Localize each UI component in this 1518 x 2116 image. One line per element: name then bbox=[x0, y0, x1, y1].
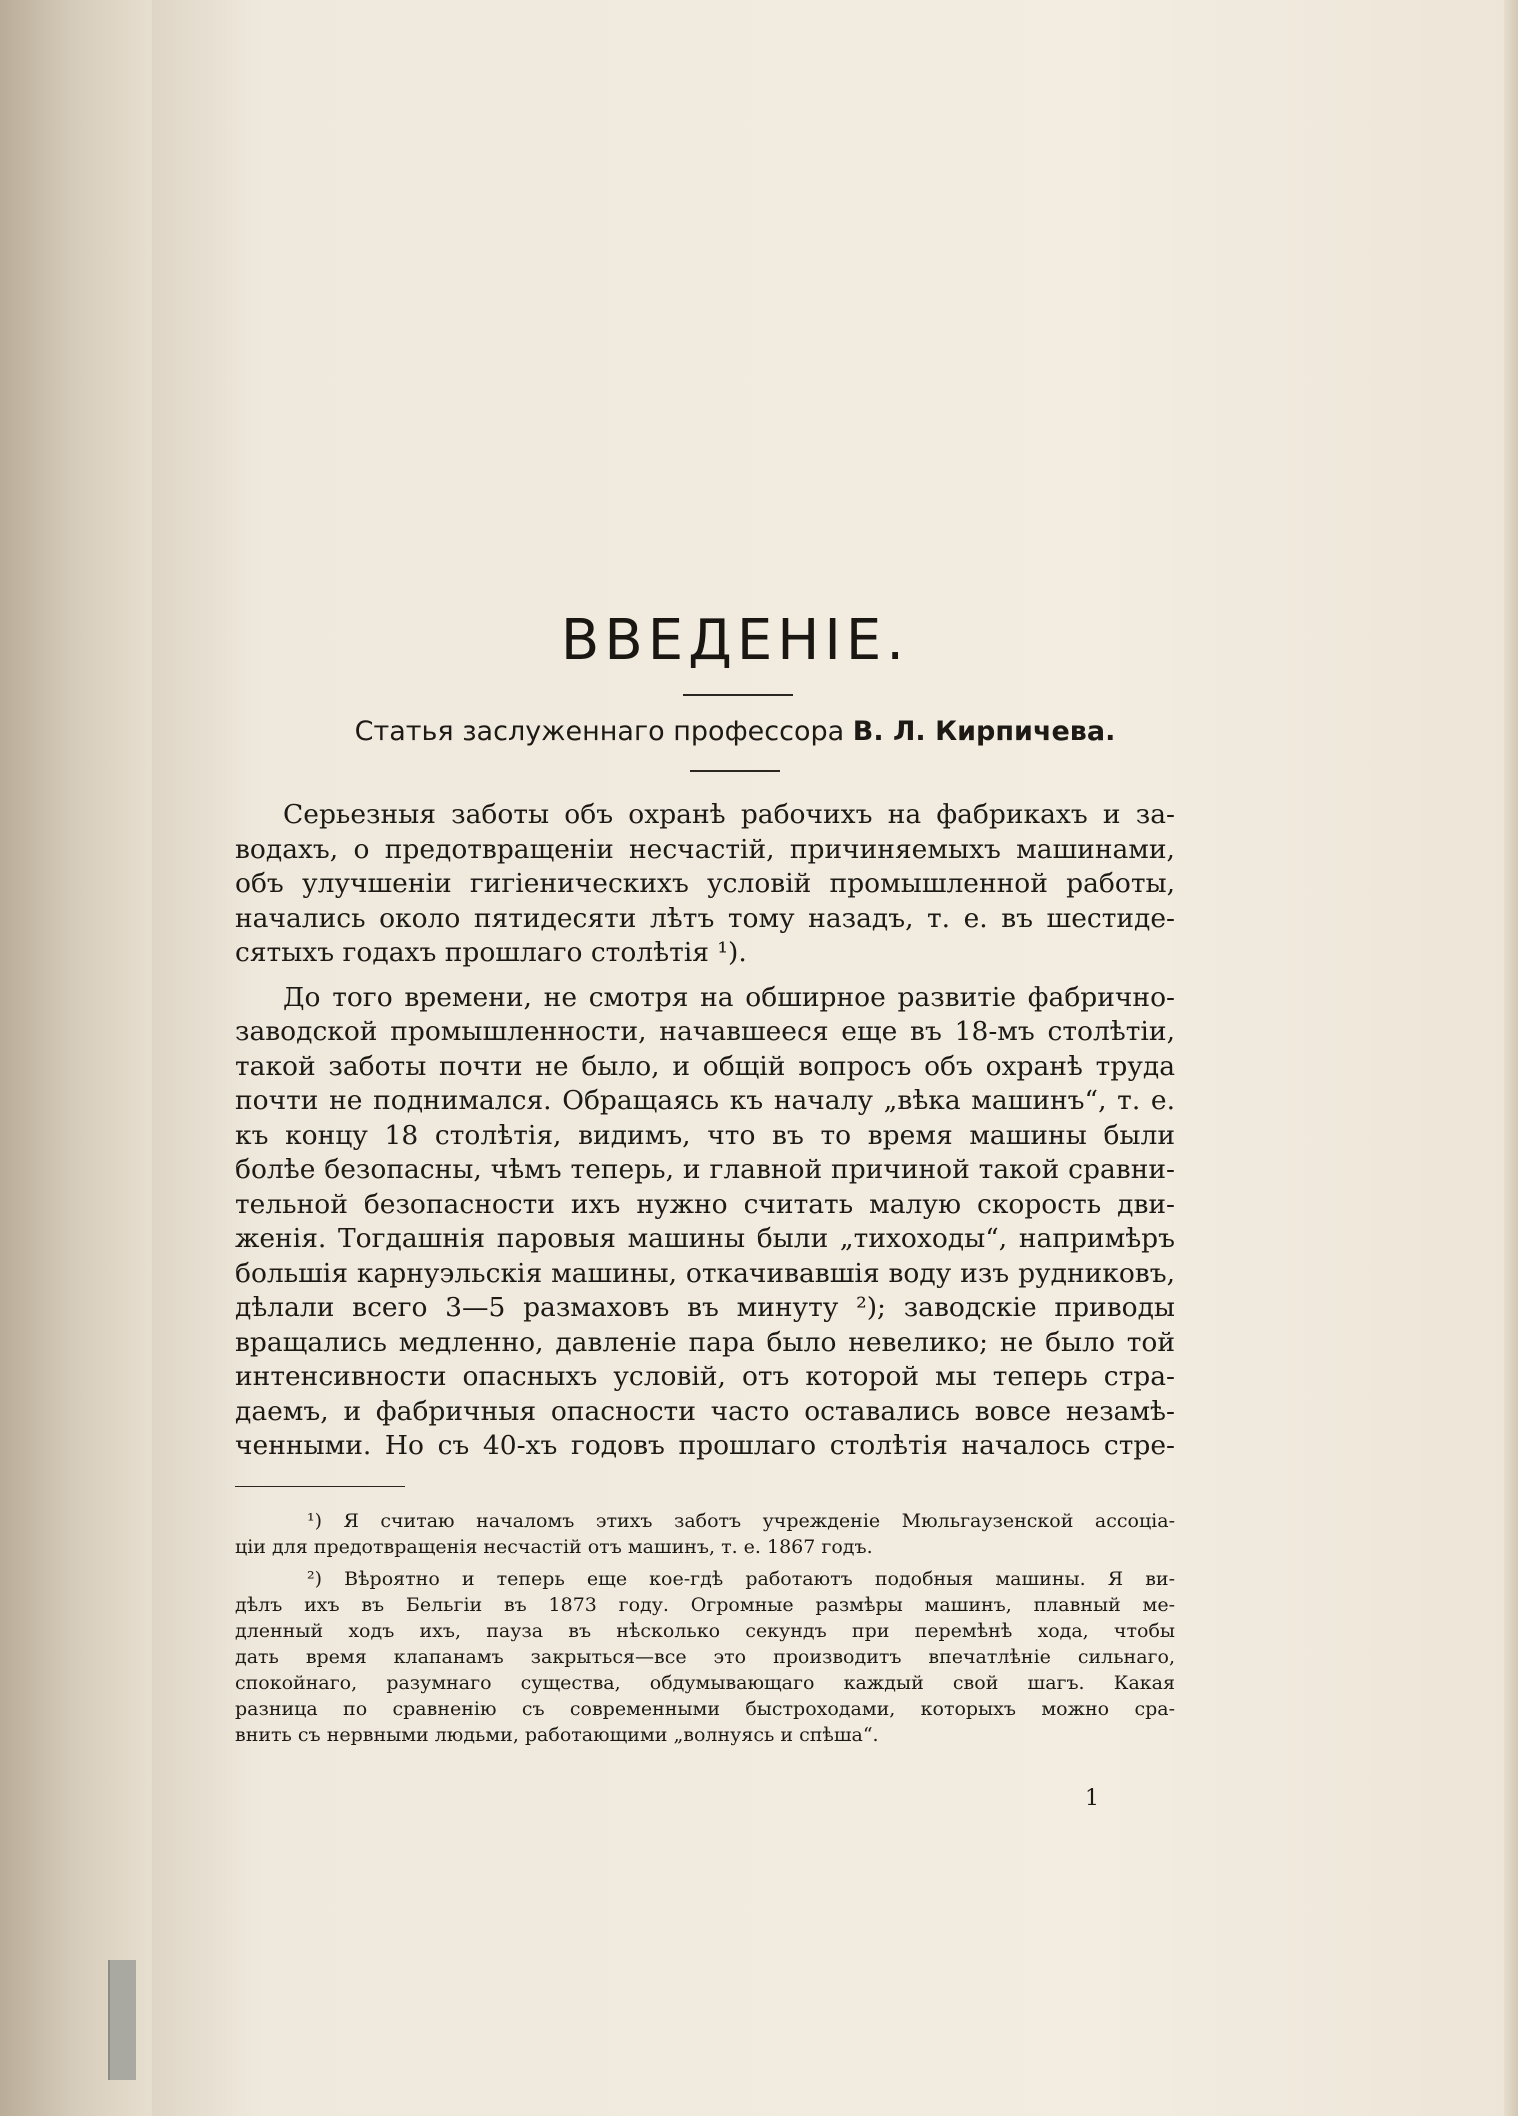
text-line: интенсивности опасныхъ условій, отъ которой мы теперь стра- bbox=[235, 1361, 1175, 1392]
text-line: къ концу 18 столѣтія, видимъ, что въ то время машины были bbox=[235, 1119, 1175, 1151]
text-line: водахъ, о предотвращеніи несчастій, причиняемыхъ машинами, bbox=[235, 833, 1175, 865]
footnote-line: спокойнаго, разумнаго существа, обдумывающаго каждый свой шагъ. Какая bbox=[235, 1672, 1175, 1694]
text-line: вращались медленно, давленіе пара было невелико; не было той bbox=[235, 1326, 1175, 1358]
footnotes bbox=[235, 1508, 1175, 1754]
page-content bbox=[235, 0, 1235, 2116]
subtitle-author: В. Л. Кирпичева. bbox=[852, 716, 1116, 747]
text-line: объ улучшеніи гигіеническихъ условій промышленной работы, bbox=[235, 868, 1175, 899]
footnote-line: ціи для предотвращенія несчастій отъ машинъ, т. е. 1867 годъ. bbox=[235, 1536, 873, 1558]
paragraph-2 bbox=[235, 981, 1175, 1464]
chapter-title: ВВЕДЕНІЕ. bbox=[560, 608, 910, 673]
title-rule bbox=[683, 694, 793, 696]
subtitle-rule bbox=[690, 770, 780, 772]
body-text bbox=[235, 798, 1175, 1464]
page-edge bbox=[1504, 0, 1518, 2116]
footnote-line: ²) Вѣроятно и теперь еще кое-гдѣ работаютъ подобныя машины. Я ви- bbox=[307, 1568, 1175, 1590]
text-line: До того времени, не смотря на обширное развитіе фабрично- bbox=[283, 981, 1175, 1013]
footnote-line: внить съ нервными людьми, работающими „волнуясь и спѣша“. bbox=[235, 1724, 879, 1746]
page-number: 1 bbox=[1085, 1786, 1099, 1811]
text-line: большія карнуэльскія машины, откачивавшія воду изъ рудниковъ, bbox=[235, 1257, 1175, 1289]
footnote-line: ¹) Я считаю началомъ этихъ заботъ учрежденіе Мюльгаузенской ассоціа- bbox=[307, 1510, 1175, 1532]
footnote-line: разница по сравненію съ современными быстроходами, которыхъ можно сра- bbox=[235, 1698, 1175, 1720]
text-line: дѣлали всего 3—5 размаховъ въ минуту ²); заводскіе приводы bbox=[235, 1292, 1175, 1323]
text-line: такой заботы почти не было, и общій вопросъ объ охранѣ труда bbox=[235, 1050, 1175, 1082]
paragraph-1 bbox=[235, 798, 1175, 971]
footnote-separator bbox=[235, 1486, 405, 1487]
footnote-2 bbox=[235, 1566, 1175, 1748]
text-line: Серьезныя заботы объ охранѣ рабочихъ на фабрикахъ и за- bbox=[283, 799, 1175, 830]
text-line: даемъ, и фабричныя опасности часто оставались вовсе незамѣ- bbox=[235, 1395, 1175, 1427]
text-line: болѣе безопасны, чѣмъ теперь, и главной причиной такой сравни- bbox=[235, 1154, 1175, 1185]
text-line: женія. Тогдашнія паровыя машины были „тихоходы“, напримѣръ bbox=[235, 1223, 1175, 1254]
text-line: почти не поднимался. Обращаясь къ началу „вѣка машинъ“, т. е. bbox=[235, 1085, 1175, 1116]
footnote-line: дать время клапанамъ закрыться—все это производитъ впечатлѣніе сильнаго, bbox=[235, 1646, 1175, 1668]
text-line: ченными. Но съ 40-хъ годовъ прошлаго столѣтія началось стре- bbox=[235, 1430, 1175, 1461]
text-line: начались около пятидесяти лѣтъ тому назадъ, т. е. въ шестиде- bbox=[235, 902, 1175, 934]
footnote-line: дленный ходъ ихъ, пауза въ нѣсколько секундъ при перемѣнѣ хода, чтобы bbox=[235, 1620, 1175, 1642]
binding-tape bbox=[108, 1960, 136, 2080]
footnote-line: дѣлъ ихъ въ Бельгіи въ 1873 году. Огромные размѣры машинъ, плавный ме- bbox=[235, 1594, 1175, 1616]
footnote-1 bbox=[235, 1508, 1175, 1560]
text-line: тельной безопасности ихъ нужно считать малую скорость дви- bbox=[235, 1188, 1175, 1220]
book-spine-edge bbox=[0, 0, 150, 2116]
article-subtitle bbox=[235, 716, 1235, 747]
text-line: сятыхъ годахъ прошлаго столѣтія ¹). bbox=[235, 937, 747, 968]
text-line: заводской промышленности, начавшееся еще въ 18-мъ столѣтіи, bbox=[235, 1016, 1175, 1047]
subtitle-prefix: Статья заслуженнаго профессора bbox=[354, 716, 845, 747]
